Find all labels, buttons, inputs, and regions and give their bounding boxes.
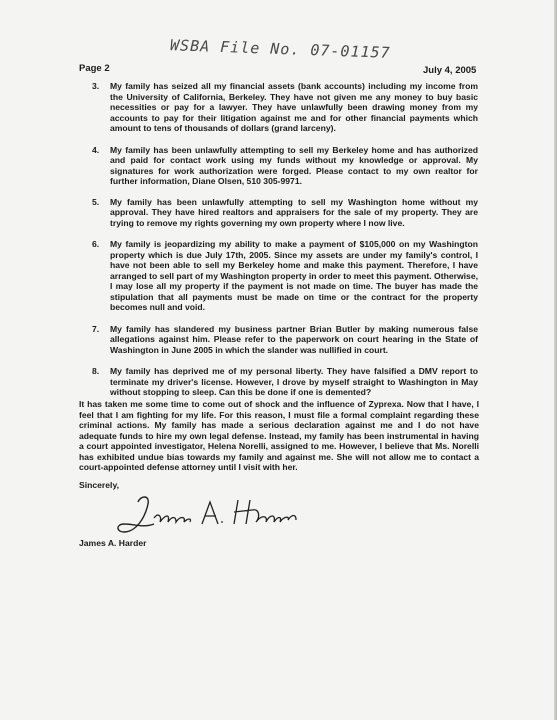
list-item bbox=[92, 145, 478, 187]
list-item bbox=[92, 239, 478, 313]
item-number: 7. bbox=[92, 323, 100, 334]
closing-paragraph: It has taken me some time to come out of shock and the influence of Zyprexa. Now that I have, I feel that I am fighting for my life. For this reason, I must file a formal complaint regarding these criminal actions. My family has made a serious declaration against me and I do not have adequate funds to hire my own legal defense. Instead, my family has been instrumental in having a court appointed investigator, Helena Norelli, assigned to me. However, I believe that Ms. Norelli has exhibited undue bias towards my family and against me. She will not allow me to contact a court-appointed defense attorney until I visit with her. bbox=[79, 399, 479, 472]
file-number-stamp: WSBA File No. 07-01157 bbox=[169, 36, 391, 62]
item-number: 5. bbox=[92, 196, 100, 207]
item-text: My family is jeopardizing my ability to make a payment of $105,000 on my Washington property which is due July 17th, 2005. Since my assets are under my family's control, I have not been able to sell my Berkeley home and make this payment. Therefore, I have arranged to sell part of my Washington property in order to meet this payment. Otherwise, I may lose all my property if the payment is not made on time. The buyer has made the stipulation that all payments must be made on time or the contract for the property becomes null and void. bbox=[110, 239, 478, 312]
item-text: My family has seized all my financial assets (bank accounts) including my income from the University of California, Berkeley. They have not given me any money to buy basic necessities or pay for a lawyer. They have unlawfully been drawing money from my accounts to pay for their litigation against me and for other financial payments which amount to tens of thousands of dollars (grand larceny). bbox=[110, 81, 478, 133]
item-text: My family has slandered my business partner Brian Butler by making numerous false allegations against him. Please refer to the paperwork on court hearing in the State of Washington in June 2005 in which the slander was nullified in court. bbox=[110, 323, 478, 355]
item-text: My family has been unlawfully attempting to sell my Washington home without my approval. They have hired realtors and appraisers for the sale of my property. They are trying to remove my rights governing my own property where I now live. bbox=[110, 196, 478, 228]
handwritten-signature bbox=[110, 488, 300, 540]
page-number: Page 2 bbox=[79, 63, 110, 74]
list-item bbox=[92, 197, 478, 229]
list-item bbox=[92, 324, 478, 356]
letter-date: July 4, 2005 bbox=[423, 65, 477, 76]
list-item bbox=[92, 366, 478, 398]
item-number: 3. bbox=[92, 81, 100, 91]
item-number: 4. bbox=[92, 144, 100, 155]
item-number: 8. bbox=[92, 366, 100, 376]
numbered-items bbox=[92, 81, 478, 398]
list-item bbox=[92, 81, 478, 134]
item-text: My family has been unlawfully attempting to sell my Berkeley home and has authorized and paid for contact work using my funds without my knowledge or approval. My signatures for work authorization were forged. Please contact to my own realtor for further information, Diane Olsen, 510 305-9971. bbox=[110, 144, 478, 186]
sign-off: Sincerely, bbox=[79, 480, 119, 490]
item-text: My family has deprived me of my personal liberty. They have falsified a DMV report to terminate my driver's license. However, I drove by myself straight to Washington in May without stopping to sleep. Can this be done if one is demented? bbox=[110, 366, 478, 397]
signer-name: James A. Harder bbox=[79, 538, 147, 548]
item-number: 6. bbox=[92, 239, 100, 249]
